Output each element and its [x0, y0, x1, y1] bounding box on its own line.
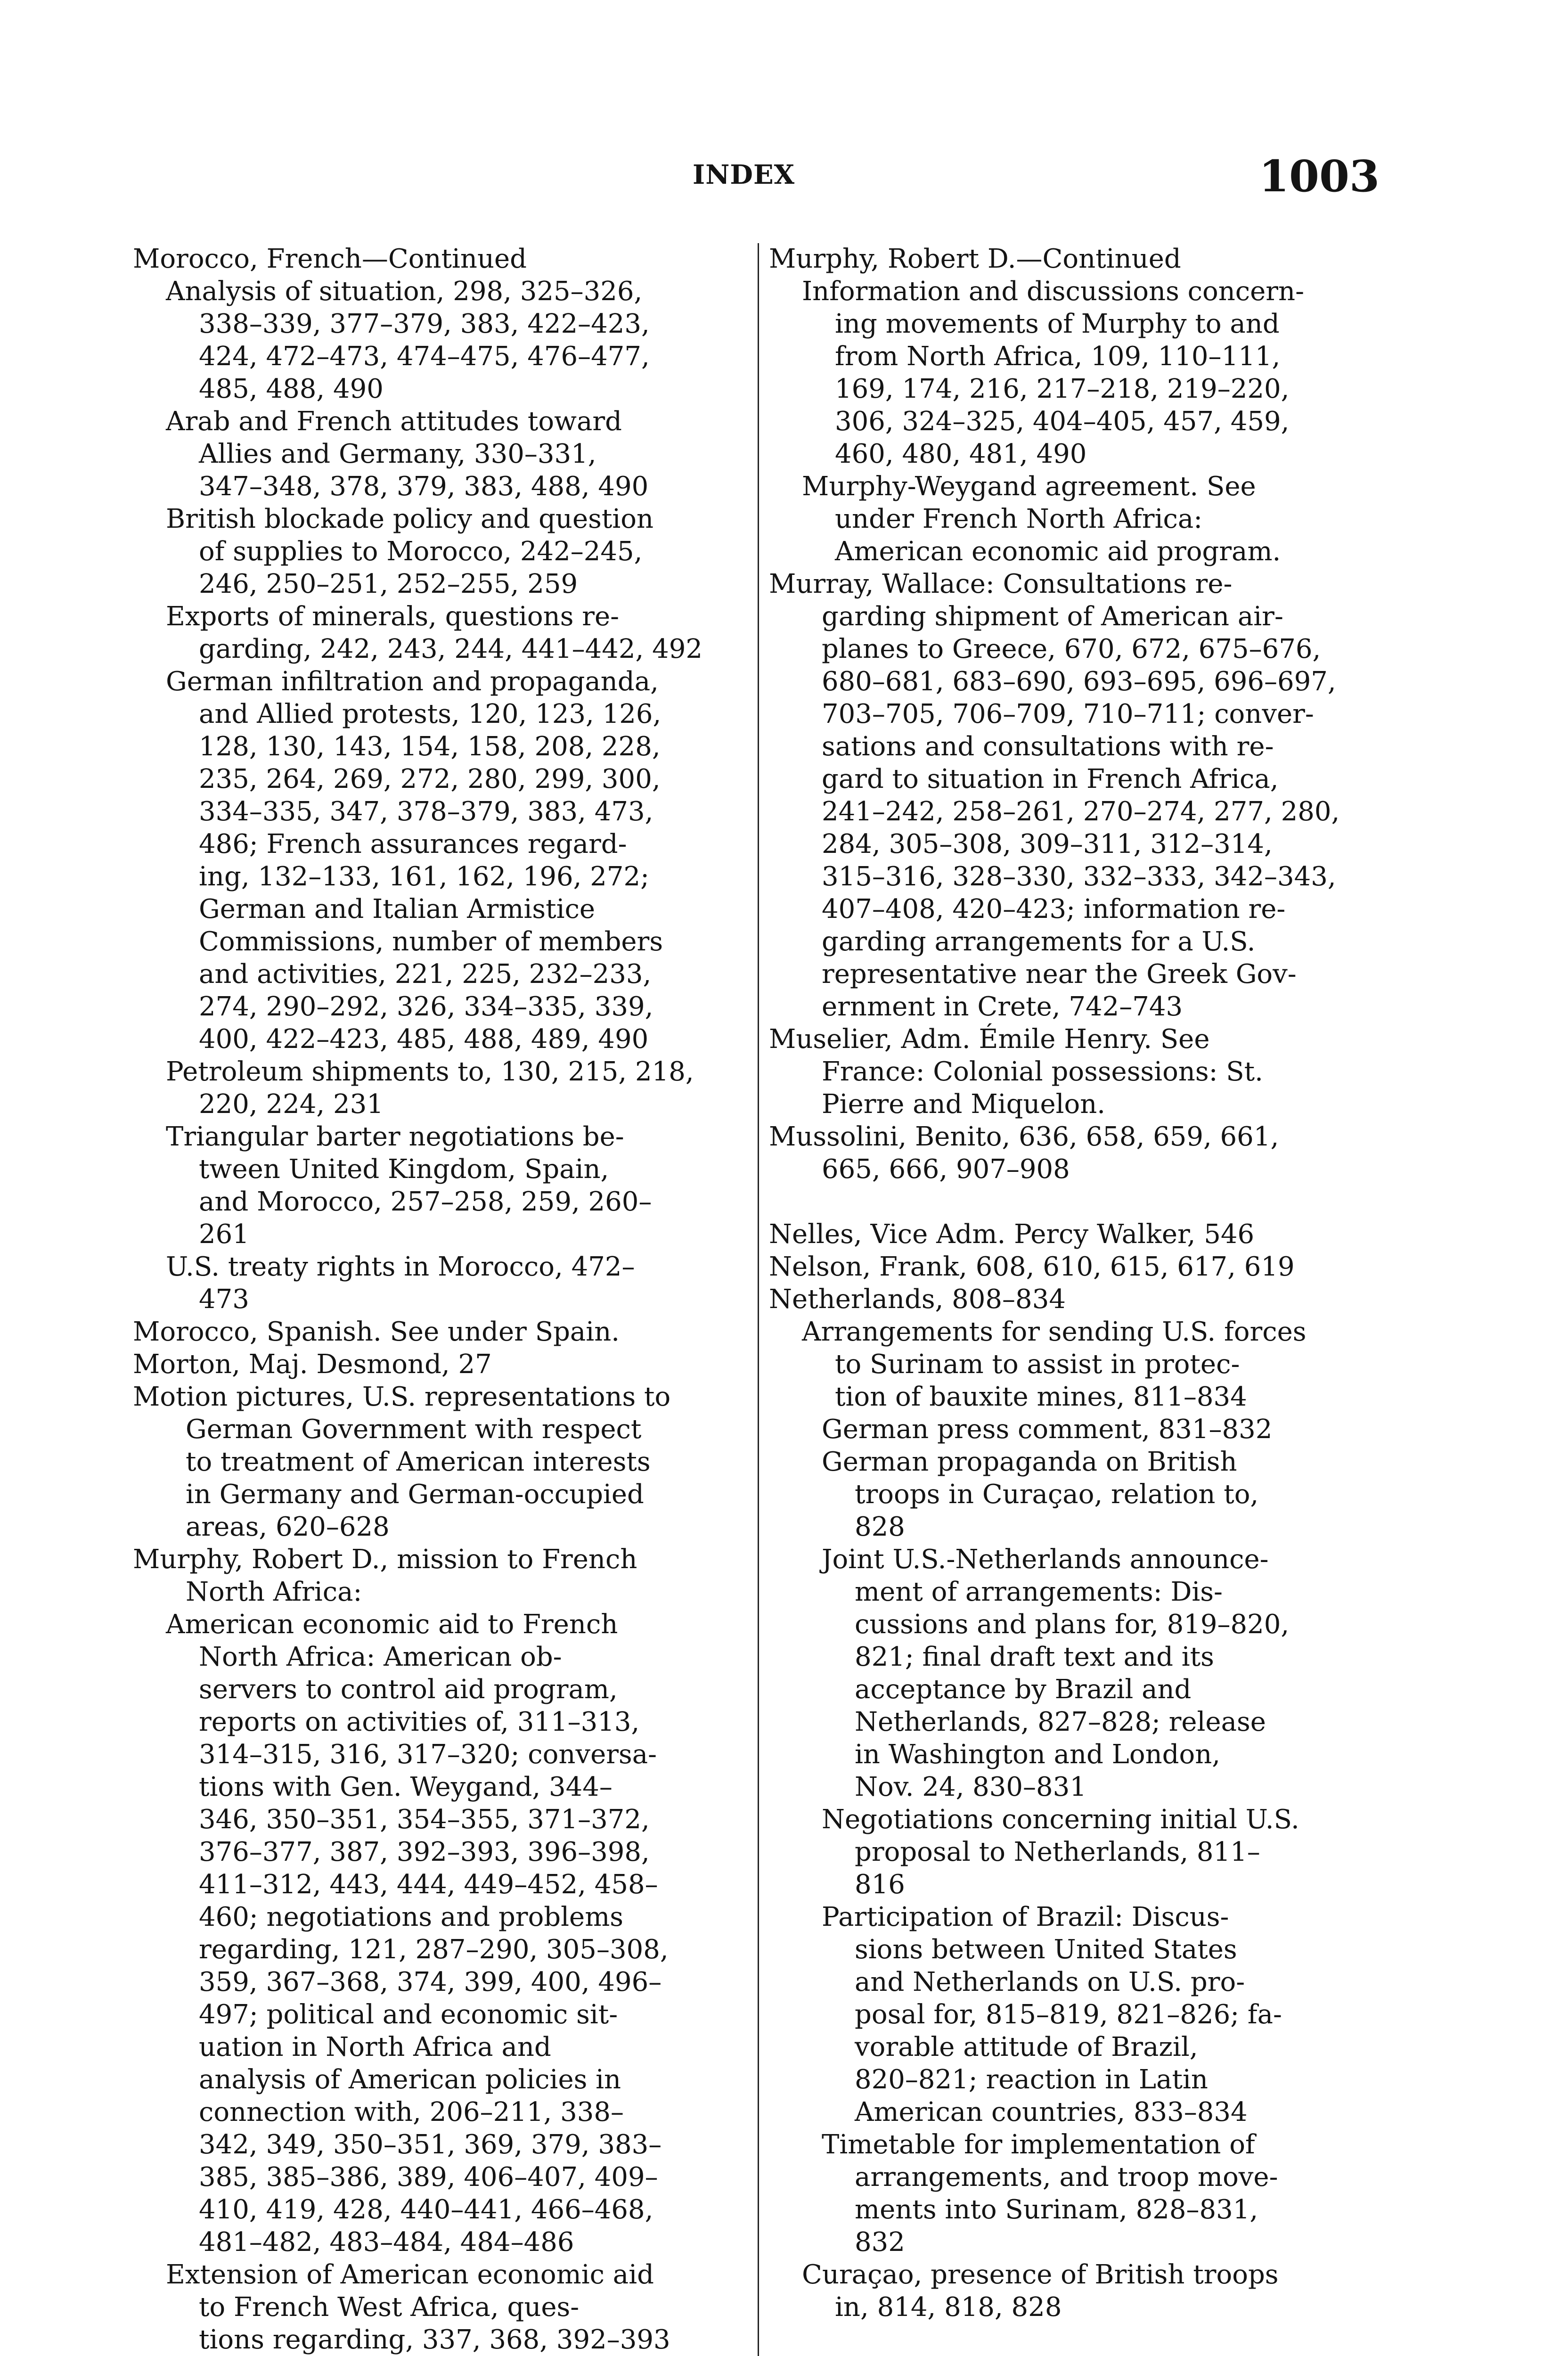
index-entry-line: posal for, 815–819, 821–826; fa- — [855, 1999, 1282, 2030]
index-entry-line: Netherlands, 827–828; release — [855, 1707, 1266, 1737]
index-entry-heading: Morocco, Spanish. See under Spain. — [133, 1317, 620, 1347]
index-entry-line: 284, 305–308, 309–311, 312–314, — [822, 829, 1273, 859]
index-entry-line: of supplies to Morocco, 242–245, — [199, 536, 643, 567]
index-entry-line: uation in North Africa and — [199, 2032, 551, 2062]
index-entry-line: American economic aid to French — [166, 1609, 618, 1640]
index-entry-line: representative near the Greek Gov- — [822, 959, 1297, 990]
index-entry-line: Nov. 24, 830–831 — [855, 1772, 1086, 1802]
index-entry-line: cussions and plans for, 819–820, — [855, 1609, 1290, 1640]
index-entry-heading: Nelles, Vice Adm. Percy Walker, 546 — [769, 1219, 1255, 1250]
index-entry-line: sations and consultations with re- — [822, 731, 1274, 762]
index-entry-line: 424, 472–473, 474–475, 476–477, — [199, 341, 650, 372]
index-entry-line: 816 — [855, 1869, 905, 1900]
index-entry-line: ing movements of Murphy to and — [835, 309, 1280, 339]
index-entry-line: Triangular barter negotiations be- — [166, 1121, 624, 1152]
index-entry-line: 460; negotiations and problems — [199, 1902, 624, 1932]
index-entry-line: in Germany and German-occupied — [186, 1479, 644, 1510]
index-entry-line: arrangements, and troop move- — [855, 2162, 1278, 2192]
index-entry-line: 473 — [199, 1284, 249, 1315]
index-entry-line: 342, 349, 350–351, 369, 379, 383– — [199, 2129, 662, 2160]
index-entry-line: 274, 290–292, 326, 334–335, 339, — [199, 991, 653, 1022]
index-entry-line: 485, 488, 490 — [199, 374, 384, 404]
index-entry-line: 346, 350–351, 354–355, 371–372, — [199, 1804, 650, 1835]
index-entry-line: 241–242, 258–261, 270–274, 277, 280, — [822, 796, 1340, 827]
index-entry-line: German propaganda on British — [822, 1447, 1237, 1477]
index-entry-line: 359, 367–368, 374, 399, 400, 496– — [199, 1967, 662, 1997]
index-entry-line: 481–482, 483–484, 484–486 — [199, 2227, 574, 2258]
index-entry-line: and Allied protests, 120, 123, 126, — [199, 699, 662, 729]
index-entry-line: and activities, 221, 225, 232–233, — [199, 959, 652, 990]
index-entry-line: to treatment of American interests — [186, 1447, 651, 1477]
index-entry-line: proposal to Netherlands, 811– — [855, 1837, 1260, 1867]
index-entry-line: 486; French assurances regard- — [199, 829, 627, 859]
index-entry-heading: Murphy, Robert D., mission to French — [133, 1544, 637, 1575]
index-entry-line: garding arrangements for a U.S. — [822, 926, 1256, 957]
index-entry-line: reports on activities of, 311–313, — [199, 1707, 640, 1737]
index-entry-line: 828 — [855, 1512, 905, 1542]
index-entry-line: Joint U.S.-Netherlands announce- — [822, 1544, 1269, 1575]
index-entry-heading: Netherlands, 808–834 — [769, 1284, 1066, 1315]
index-entry-line: and Morocco, 257–258, 259, 260– — [199, 1186, 652, 1217]
index-entry-line: 128, 130, 143, 154, 158, 208, 228, — [199, 731, 661, 762]
index-entry-line: Commissions, number of members — [199, 926, 663, 957]
index-entry-line: 410, 419, 428, 440–441, 466–468, — [199, 2194, 653, 2225]
index-entry-line: 314–315, 316, 317–320; conversa- — [199, 1739, 657, 1770]
index-entry-line: Curaçao, presence of British troops — [802, 2259, 1279, 2290]
index-entry-line: American countries, 833–834 — [855, 2097, 1248, 2127]
index-entry-line: gard to situation in French Africa, — [822, 764, 1279, 794]
index-entry-line: tions with Gen. Weygand, 344– — [199, 1772, 612, 1802]
index-entry-line: North Africa: American ob- — [199, 1642, 562, 1672]
index-entry-line: Arrangements for sending U.S. forces — [802, 1317, 1307, 1347]
index-entry-heading: Morton, Maj. Desmond, 27 — [133, 1349, 492, 1380]
index-entry-line: German Government with respect — [186, 1414, 642, 1445]
index-entry-line: 665, 666, 907–908 — [822, 1154, 1070, 1185]
index-entry-line: areas, 620–628 — [186, 1512, 390, 1542]
index-entry-line: Petroleum shipments to, 130, 215, 218, — [166, 1056, 694, 1087]
index-entry-line: to French West Africa, ques- — [199, 2292, 580, 2323]
column-divider-rule — [758, 243, 759, 2356]
index-entry-line: garding, 242, 243, 244, 441–442, 492 — [199, 634, 703, 664]
index-entry-heading: Mussolini, Benito, 636, 658, 659, 661, — [769, 1121, 1279, 1152]
index-entry-line: in Washington and London, — [855, 1739, 1221, 1770]
index-entry-line: American economic aid program. — [835, 536, 1281, 567]
index-entry-line: analysis of American policies in — [199, 2064, 621, 2095]
page-number: 1003 — [1258, 151, 1380, 202]
index-entry-line: ernment in Crete, 742–743 — [822, 991, 1183, 1022]
index-entry-line: German press comment, 831–832 — [822, 1414, 1273, 1445]
index-entry-line: 246, 250–251, 252–255, 259 — [199, 569, 578, 599]
index-entry-line: acceptance by Brazil and — [855, 1674, 1192, 1705]
index-entry-line: Analysis of situation, 298, 325–326, — [166, 276, 643, 307]
index-entry-heading: Motion pictures, U.S. representations to — [133, 1382, 671, 1412]
index-entry-line: tions regarding, 337, 368, 392–393 — [199, 2324, 670, 2355]
index-entry-line: 820–821; reaction in Latin — [855, 2064, 1208, 2095]
index-entry-line: 347–348, 378, 379, 383, 488, 490 — [199, 471, 649, 502]
index-entry-line: vorable attitude of Brazil, — [855, 2032, 1198, 2062]
index-entry-line: France: Colonial possessions: St. — [822, 1056, 1263, 1087]
index-entry-heading: Muselier, Adm. Émile Henry. See — [769, 1024, 1210, 1055]
index-entry-line: sions between United States — [855, 1934, 1237, 1965]
index-entry-line: North Africa: — [186, 1577, 362, 1607]
index-entry-heading: Nelson, Frank, 608, 610, 615, 617, 619 — [769, 1252, 1295, 1282]
index-entry-line: 821; final draft text and its — [855, 1642, 1214, 1672]
index-entry-line: 338–339, 377–379, 383, 422–423, — [199, 309, 650, 339]
index-entry-line: planes to Greece, 670, 672, 675–676, — [822, 634, 1321, 664]
index-entry-line: and Netherlands on U.S. pro- — [855, 1967, 1245, 1997]
index-entry-line: 385, 385–386, 389, 406–407, 409– — [199, 2162, 658, 2192]
index-entry-line: Information and discussions concern- — [802, 276, 1305, 307]
index-entry-line: 411–312, 443, 444, 449–452, 458– — [199, 1869, 658, 1900]
index-entry-line: 407–408, 420–423; information re- — [822, 894, 1286, 924]
index-entry-heading: Morocco, French—Continued — [133, 244, 527, 274]
index-entry-line: British blockade policy and question — [166, 504, 654, 534]
index-entry-line: 334–335, 347, 378–379, 383, 473, — [199, 796, 653, 827]
index-entry-line: German and Italian Armistice — [199, 894, 596, 924]
index-entry-line: Murphy-Weygand agreement. See — [802, 471, 1256, 502]
running-header-title: INDEX — [693, 159, 795, 190]
index-entry-line: U.S. treaty rights in Morocco, 472– — [166, 1252, 635, 1282]
index-entry-line: 306, 324–325, 404–405, 457, 459, — [835, 406, 1290, 437]
index-entry-heading: Murphy, Robert D.—Continued — [769, 244, 1181, 274]
index-entry-line: garding shipment of American air- — [822, 601, 1283, 632]
index-entry-line: 220, 224, 231 — [199, 1089, 384, 1120]
index-entry-line: 315–316, 328–330, 332–333, 342–343, — [822, 861, 1336, 892]
index-entry-line: servers to control aid program, — [199, 1674, 618, 1705]
index-entry-line: from North Africa, 109, 110–111, — [835, 341, 1281, 372]
index-entry-line: Negotiations concerning initial U.S. — [822, 1804, 1299, 1835]
index-entry-heading: Murray, Wallace: Consultations re- — [769, 569, 1233, 599]
index-entry-line: Arab and French attitudes toward — [166, 406, 622, 437]
index-entry-line: troops in Curaçao, relation to, — [855, 1479, 1259, 1510]
index-entry-line: 460, 480, 481, 490 — [835, 439, 1087, 469]
index-entry-line: 680–681, 683–690, 693–695, 696–697, — [822, 666, 1336, 697]
index-entry-line: Pierre and Miquelon. — [822, 1089, 1106, 1120]
index-entry-line: 376–377, 387, 392–393, 396–398, — [199, 1837, 650, 1867]
index-entry-line: Exports of minerals, questions re- — [166, 601, 620, 632]
index-entry-line: 832 — [855, 2227, 905, 2258]
index-entry-line: 703–705, 706–709, 710–711; conver- — [822, 699, 1314, 729]
index-entry-line: tween United Kingdom, Spain, — [199, 1154, 609, 1185]
index-entry-line: in, 814, 818, 828 — [835, 2292, 1062, 2323]
index-entry-line: to Surinam to assist in protec- — [835, 1349, 1240, 1380]
index-entry-line: tion of bauxite mines, 811–834 — [835, 1382, 1247, 1412]
index-entry-line: Participation of Brazil: Discus- — [822, 1902, 1229, 1932]
index-entry-line: ments into Surinam, 828–831, — [855, 2194, 1258, 2225]
index-entry-line: under French North Africa: — [835, 504, 1203, 534]
index-entry-line: 235, 264, 269, 272, 280, 299, 300, — [199, 764, 661, 794]
index-entry-line: ing, 132–133, 161, 162, 196, 272; — [199, 861, 650, 892]
index-entry-line: Timetable for implementation of — [822, 2129, 1255, 2160]
index-entry-line: Allies and Germany, 330–331, — [199, 439, 596, 469]
index-entry-line: regarding, 121, 287–290, 305–308, — [199, 1934, 669, 1965]
index-entry-line: Extension of American economic aid — [166, 2259, 654, 2290]
index-entry-line: 400, 422–423, 485, 488, 489, 490 — [199, 1024, 649, 1055]
index-entry-line: ment of arrangements: Dis- — [855, 1577, 1223, 1607]
index-entry-line: German infiltration and propaganda, — [166, 666, 659, 697]
index-entry-line: connection with, 206–211, 338– — [199, 2097, 624, 2127]
index-entry-line: 261 — [199, 1219, 249, 1250]
index-entry-line: 497; political and economic sit- — [199, 1999, 618, 2030]
index-entry-line: 169, 174, 216, 217–218, 219–220, — [835, 374, 1290, 404]
